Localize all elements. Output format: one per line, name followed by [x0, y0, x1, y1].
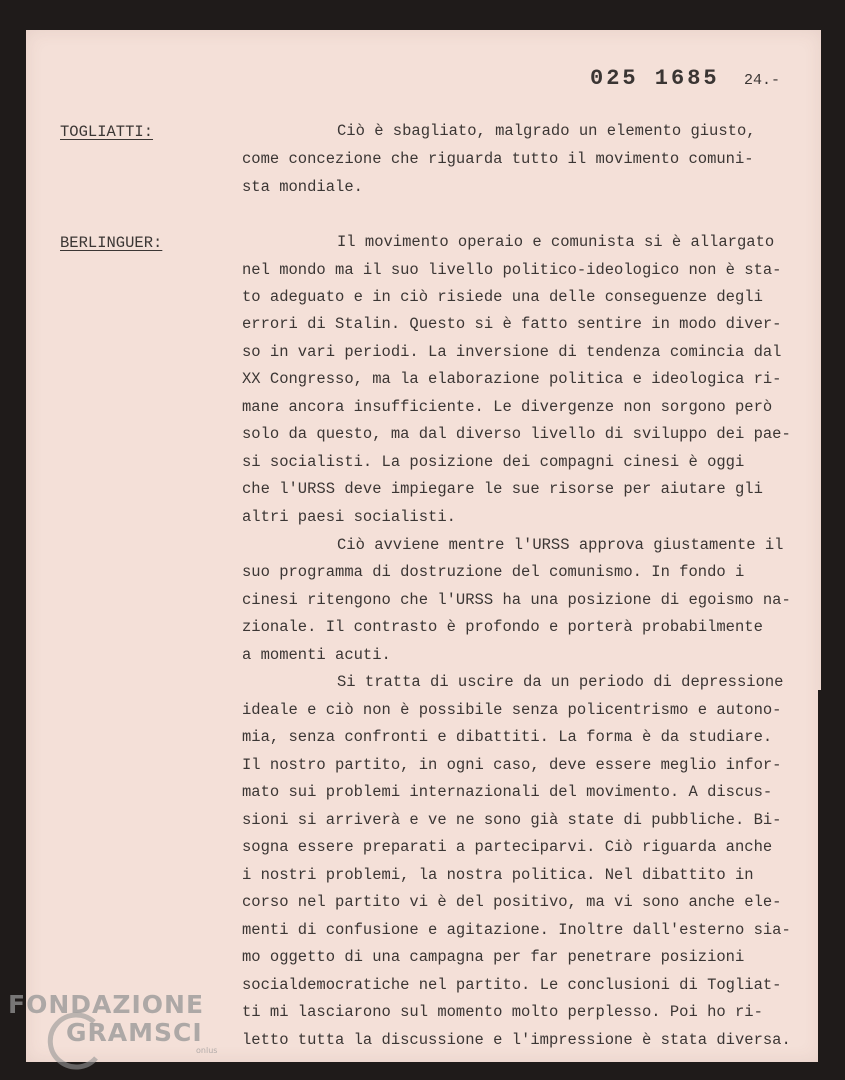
text-line: menti di confusione e agitazione. Inoltre dall'esterno sia- [242, 921, 791, 939]
text-line: Ciò avviene mentre l'URSS approva giustamente il [337, 536, 784, 554]
text-line: solo da questo, ma dal diverso livello di sviluppo dei pae- [242, 425, 791, 443]
text-line: sogna essere preparati a parteciparvi. Ciò riguarda anche [242, 838, 773, 856]
page-number: 24.- [744, 72, 781, 89]
text-line: sta mondiale. [242, 178, 363, 196]
text-line: socialdemocratiche nel partito. Le conclusioni di Togliat- [242, 976, 782, 994]
watermark-line2: GRAMSCI [66, 1018, 203, 1047]
text-line: mato sui problemi internazionali del movimento. A discus- [242, 783, 773, 801]
text-line: to adeguato e in ciò risiede una delle conseguenze degli [242, 288, 763, 306]
archive-code: 025 1685 [590, 66, 720, 91]
fondazione-gramsci-watermark [8, 990, 223, 1070]
text-line: suo programma di dostruzione del comunismo. In fondo i [242, 563, 745, 581]
text-line: mane ancora insufficiente. Le divergenze non sorgono però [242, 398, 773, 416]
watermark-line1: FONDAZIONE [8, 990, 205, 1019]
text-line: sioni si arriverà e ve ne sono già state di pubbliche. Bi- [242, 811, 782, 829]
text-line: so in vari periodi. La inversione di tendenza comincia dal [242, 343, 782, 361]
text-line: Il nostro partito, in ogni caso, deve essere meglio infor- [242, 756, 782, 774]
text-line: ideale e ciò non è possibile senza policentrismo e autono- [242, 701, 782, 719]
text-line: come concezione che riguarda tutto il movimento comuni- [242, 150, 754, 168]
text-line: corso nel partito vi è del positivo, ma vi sono anche ele- [242, 893, 782, 911]
text-line: mia, senza confronti e dibattiti. La forma è da studiare. [242, 728, 773, 746]
text-line: altri paesi socialisti. [242, 508, 456, 526]
text-line: letto tutta la discussione e l'impressione è stata diversa. [242, 1031, 791, 1049]
text-line: zionale. Il contrasto è profondo e porterà probabilmente [242, 618, 763, 636]
text-line: Il movimento operaio e comunista si è allargato [337, 233, 775, 251]
watermark-line3: onlus [196, 1046, 218, 1055]
speaker-togliatti: TOGLIATTI: [60, 123, 154, 141]
text-line: i nostri problemi, la nostra politica. Nel dibattito in [242, 866, 754, 884]
text-line: a momenti acuti. [242, 646, 391, 664]
text-line: Ciò è sbagliato, malgrado un elemento giusto, [337, 122, 756, 140]
text-line: errori di Stalin. Questo si è fatto sentire in modo diver- [242, 315, 782, 333]
text-line: che l'URSS deve impiegare le sue risorse per aiutare gli [242, 480, 763, 498]
text-line: XX Congresso, ma la elaborazione politica e ideologica ri- [242, 370, 782, 388]
text-line: Si tratta di uscire da un periodo di depressione [337, 673, 784, 691]
text-line: mo oggetto di una campagna per far penetrare posizioni [242, 948, 745, 966]
text-line: cinesi ritengono che l'URSS ha una posizione di egoismo na- [242, 591, 791, 609]
text-line: nel mondo ma il suo livello politico-ideologico non è sta- [242, 261, 782, 279]
page-edge [818, 690, 822, 1062]
text-line: si socialisti. La posizione dei compagni cinesi è oggi [242, 453, 745, 471]
speaker-berlinguer: BERLINGUER: [60, 234, 163, 252]
text-line: ti mi lasciarono sul momento molto perplesso. Poi ho ri- [242, 1003, 763, 1021]
